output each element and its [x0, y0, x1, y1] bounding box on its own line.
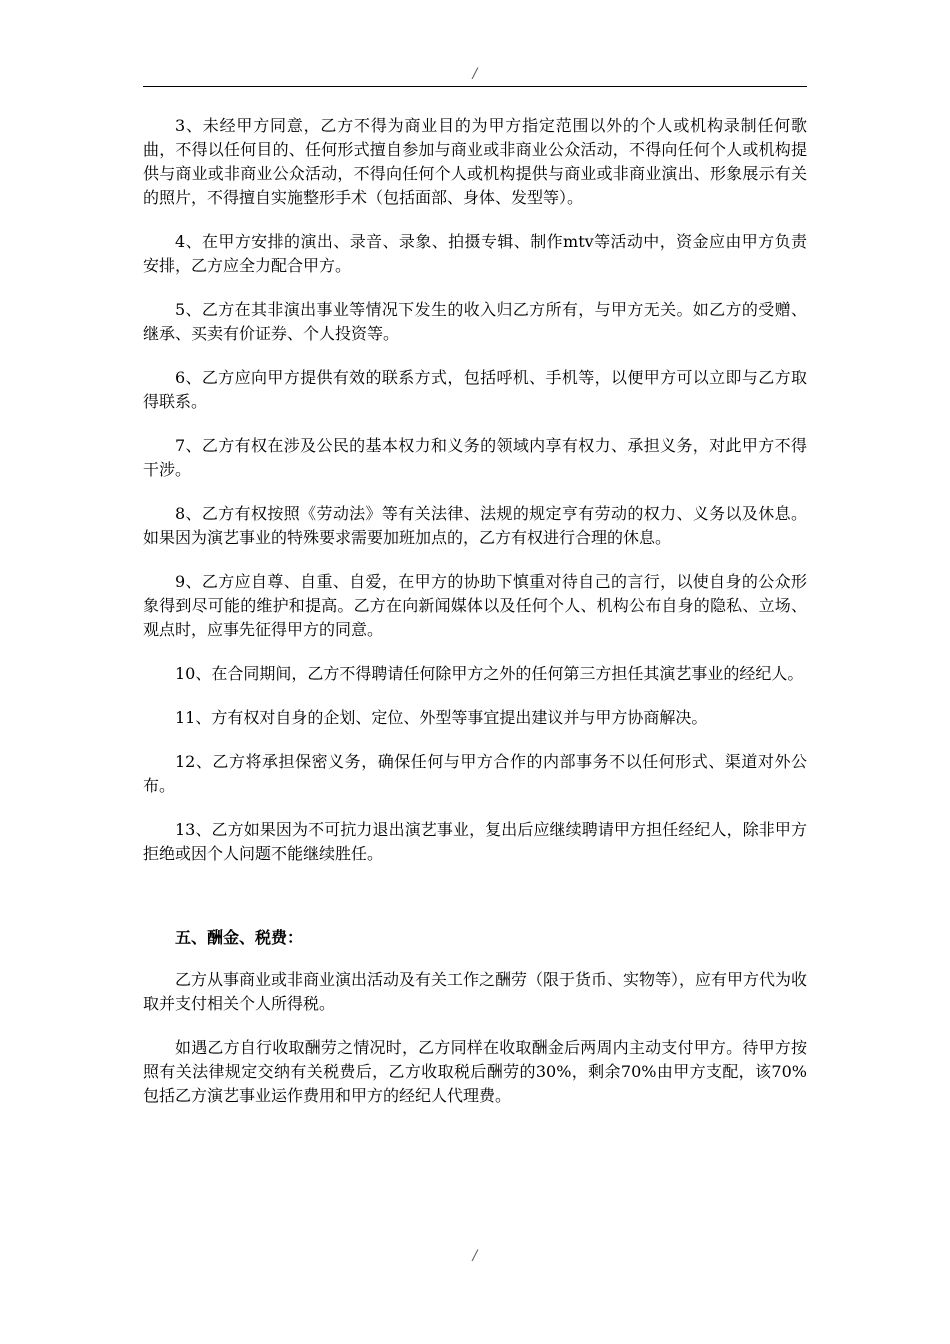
document-body — [143, 114, 807, 1128]
section-heading-remuneration: 五、酬金、税费： — [175, 928, 304, 947]
clause-4: 4、在甲方安排的演出、录音、录象、拍摄专辑、制作mtv等活动中，资金应由甲方负责安排，乙方应全力配合甲方。 — [143, 232, 807, 275]
clause-9: 9、乙方应自尊、自重、自爱，在甲方的协助下慎重对待自己的言行，以使自身的公众形象得到尽可能的维护和提高。乙方在向新闻媒体以及任何个人、机构公布自身的隐私、立场、观点时，应事先征得甲方的同意。 — [143, 572, 807, 639]
header-divider — [143, 86, 807, 87]
clause-8: 8、乙方有权按照《劳动法》等有关法律、法规的规定亨有劳动的权力、义务以及休息。如果因为演艺事业的特殊要求需要加班加点的，乙方有权进行合理的休息。 — [143, 504, 807, 547]
clause-5: 5、乙方在其非演出事业等情况下发生的收入归乙方所有，与甲方无关。如乙方的受赠、继承、买卖有价证券、个人投资等。 — [143, 300, 807, 343]
clause-10: 10、在合同期间，乙方不得聘请任何除甲方之外的任何第三方担任其演艺事业的经纪人。 — [175, 664, 804, 683]
page-header-mark: / — [472, 66, 478, 82]
clause-7: 7、乙方有权在涉及公民的基本权力和义务的领域内享有权力、承担义务，对此甲方不得干涉。 — [143, 436, 807, 479]
clause-3: 3、未经甲方同意，乙方不得为商业目的为甲方指定范围以外的个人或机构录制任何歌曲，不得以任何目的、任何形式擅自参加与商业或非商业公众活动，不得向任何个人或机构提供与商业或非商业公众活动，不得向任何个人或机构提供与商业或非商业演出、形象展示有关的照片，不得擅自实施整形手术（包括面部、身体、发型等）。 — [143, 116, 807, 207]
clause-12: 12、乙方将承担保密义务，确保任何与甲方合作的内部事务不以任何形式、渠道对外公布。 — [143, 752, 807, 795]
page-footer-mark: / — [472, 1248, 478, 1264]
clause-13: 13、乙方如果因为不可抗力退出演艺事业，复出后应继续聘请甲方担任经纪人，除非甲方拒绝或因个人问题不能继续胜任。 — [143, 820, 807, 863]
remuneration-paragraph-2: 如遇乙方自行收取酬劳之情况时，乙方同样在收取酬金后两周内主动支付甲方。待甲方按照有关法律规定交纳有关税费后，乙方收取税后酬劳的30%，剩余70%由甲方支配，该70%包括乙方演艺事业运作费用和甲方的经纪人代理费。 — [143, 1038, 807, 1105]
remuneration-paragraph-1: 乙方从事商业或非商业演出活动及有关工作之酬劳（限于货币、实物等），应有甲方代为收取并支付相关个人所得税。 — [143, 970, 808, 1013]
clause-6: 6、乙方应向甲方提供有效的联系方式，包括呼机、手机等，以便甲方可以立即与乙方取得联系。 — [143, 368, 807, 411]
clause-11: 11、方有权对自身的企划、定位、外型等事宜提出建议并与甲方协商解决。 — [175, 708, 708, 727]
